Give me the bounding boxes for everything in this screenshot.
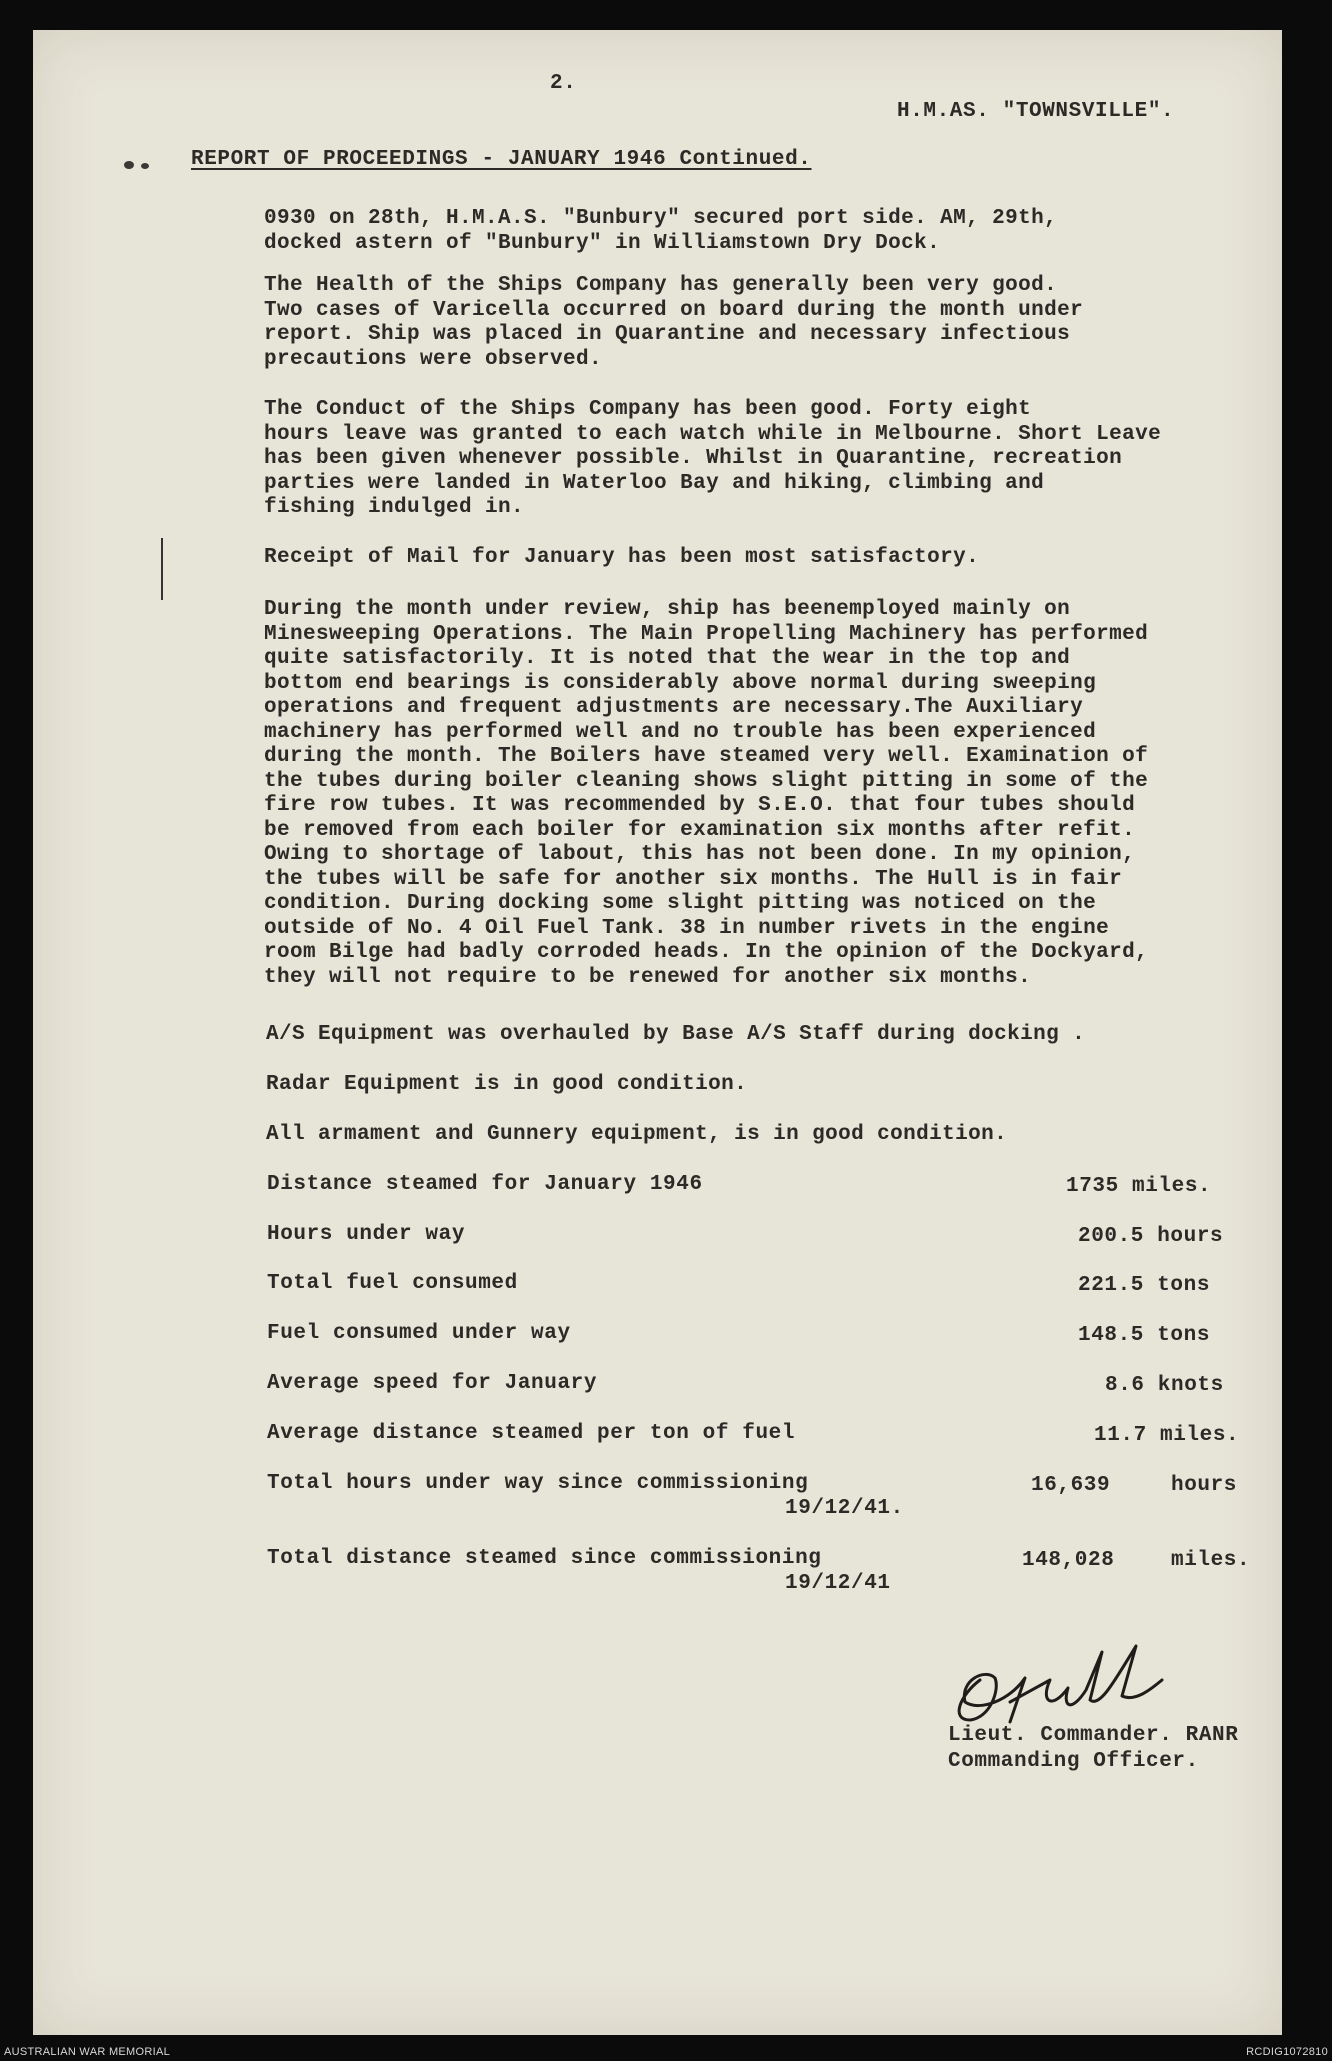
stat-unit: hours xyxy=(1171,1474,1238,1497)
stat-value: 221.5 tons xyxy=(1078,1274,1211,1297)
paragraph-as-equipment: A/S Equipment was overhauled by Base A/S Staff during docking . xyxy=(266,1023,1086,1046)
stat-label: Distance steamed for January 1946 xyxy=(267,1173,703,1196)
stat-label: Hours under way xyxy=(267,1223,466,1246)
stat-sublabel: 19/12/41 xyxy=(785,1572,891,1595)
paragraph-radar: Radar Equipment is in good condition. xyxy=(266,1073,748,1096)
stat-label: Total fuel consumed xyxy=(267,1272,518,1295)
stat-value: 8.6 knots xyxy=(1105,1374,1224,1397)
footer-archive-name: AUSTRALIAN WAR MEMORIAL xyxy=(4,2046,171,2058)
stat-value: 200.5 hours xyxy=(1078,1225,1224,1248)
paragraph-conduct: The Conduct of the Ships Company has been good. Forty eight hours leave was granted to each watch while in Melbourne. Short Leave has been given whenever possible. Whilst in Quarantine, recreation parties were landed in Waterloo Bay and hiking, climbing and fishing indulged in. xyxy=(264,398,1162,519)
ship-header: H.M.AS. "TOWNSVILLE". xyxy=(897,100,1175,123)
punch-mark xyxy=(141,163,149,169)
stat-label: Fuel consumed under way xyxy=(267,1322,571,1345)
stat-label: Total hours under way since commissioning xyxy=(267,1472,809,1495)
punch-mark xyxy=(124,161,134,169)
stat-sublabel: 19/12/41. xyxy=(785,1497,904,1520)
stat-value: 148,028 xyxy=(1022,1549,1115,1572)
stat-value: 148.5 tons xyxy=(1078,1324,1211,1347)
signatory-role: Commanding Officer. xyxy=(948,1750,1199,1773)
paragraph-health: The Health of the Ships Company has generally been very good. Two cases of Varicella occurred on board during the month under report. Ship was placed in Quarantine and necessary infectious precautions were observed. xyxy=(264,274,1084,371)
stat-value: 16,639 xyxy=(1031,1474,1111,1497)
stat-unit: miles. xyxy=(1171,1549,1251,1572)
margin-line xyxy=(161,538,163,600)
stat-label: Average speed for January xyxy=(267,1372,598,1395)
stat-value: 1735 miles. xyxy=(1066,1175,1212,1198)
page-number: 2. xyxy=(550,72,577,95)
stat-label: Total distance steamed since commissioning xyxy=(267,1547,822,1570)
paragraph-docking: 0930 on 28th, H.M.A.S. "Bunbury" secured port side. AM, 29th, docked astern of "Bunbury" in Williamstown Dry Dock. xyxy=(264,207,1058,255)
paragraph-machinery: During the month under review, ship has beenemployed mainly on Minesweeping Operations. The Main Propelling Machinery has performed quite satisfactorily. It is noted that the wear in the top and bottom end bearings is considerably above normal during sweeping operations and frequent adjustments are necessary.The Auxiliary machinery has performed well and no trouble has been experienced during the month. The Boilers have steamed very well. Examination of the tubes during boiler cleaning shows slight pitting in some of the fire row tubes. It was recommended by S.E.O. that four tubes should be removed from each boiler for examination six months after refit. Owing to shortage of labout, this has not been done. In my opinion, the tubes will be safe for another six months. The Hull is in fair condition. During docking some slight pitting was noticed on the outside of No. 4 Oil Fuel Tank. 38 in number rivets in the engine room Bilge had badly corroded heads. In the opinion of the Dockyard, they will not require to be renewed for another six months. xyxy=(264,598,1149,989)
paragraph-armament: All armament and Gunnery equipment, is in good condition. xyxy=(266,1123,1008,1146)
signatory-rank: Lieut. Commander. RANR xyxy=(948,1724,1239,1747)
footer-record-id: RCDIG1072810 xyxy=(1246,2046,1328,2058)
stat-label: Average distance steamed per ton of fuel xyxy=(267,1422,796,1445)
stat-value: 11.7 miles. xyxy=(1094,1424,1240,1447)
paragraph-mail: Receipt of Mail for January has been most satisfactory. xyxy=(264,546,980,569)
signature xyxy=(940,1640,1170,1730)
report-title: REPORT OF PROCEEDINGS - JANUARY 1946 Continued. xyxy=(191,148,812,171)
